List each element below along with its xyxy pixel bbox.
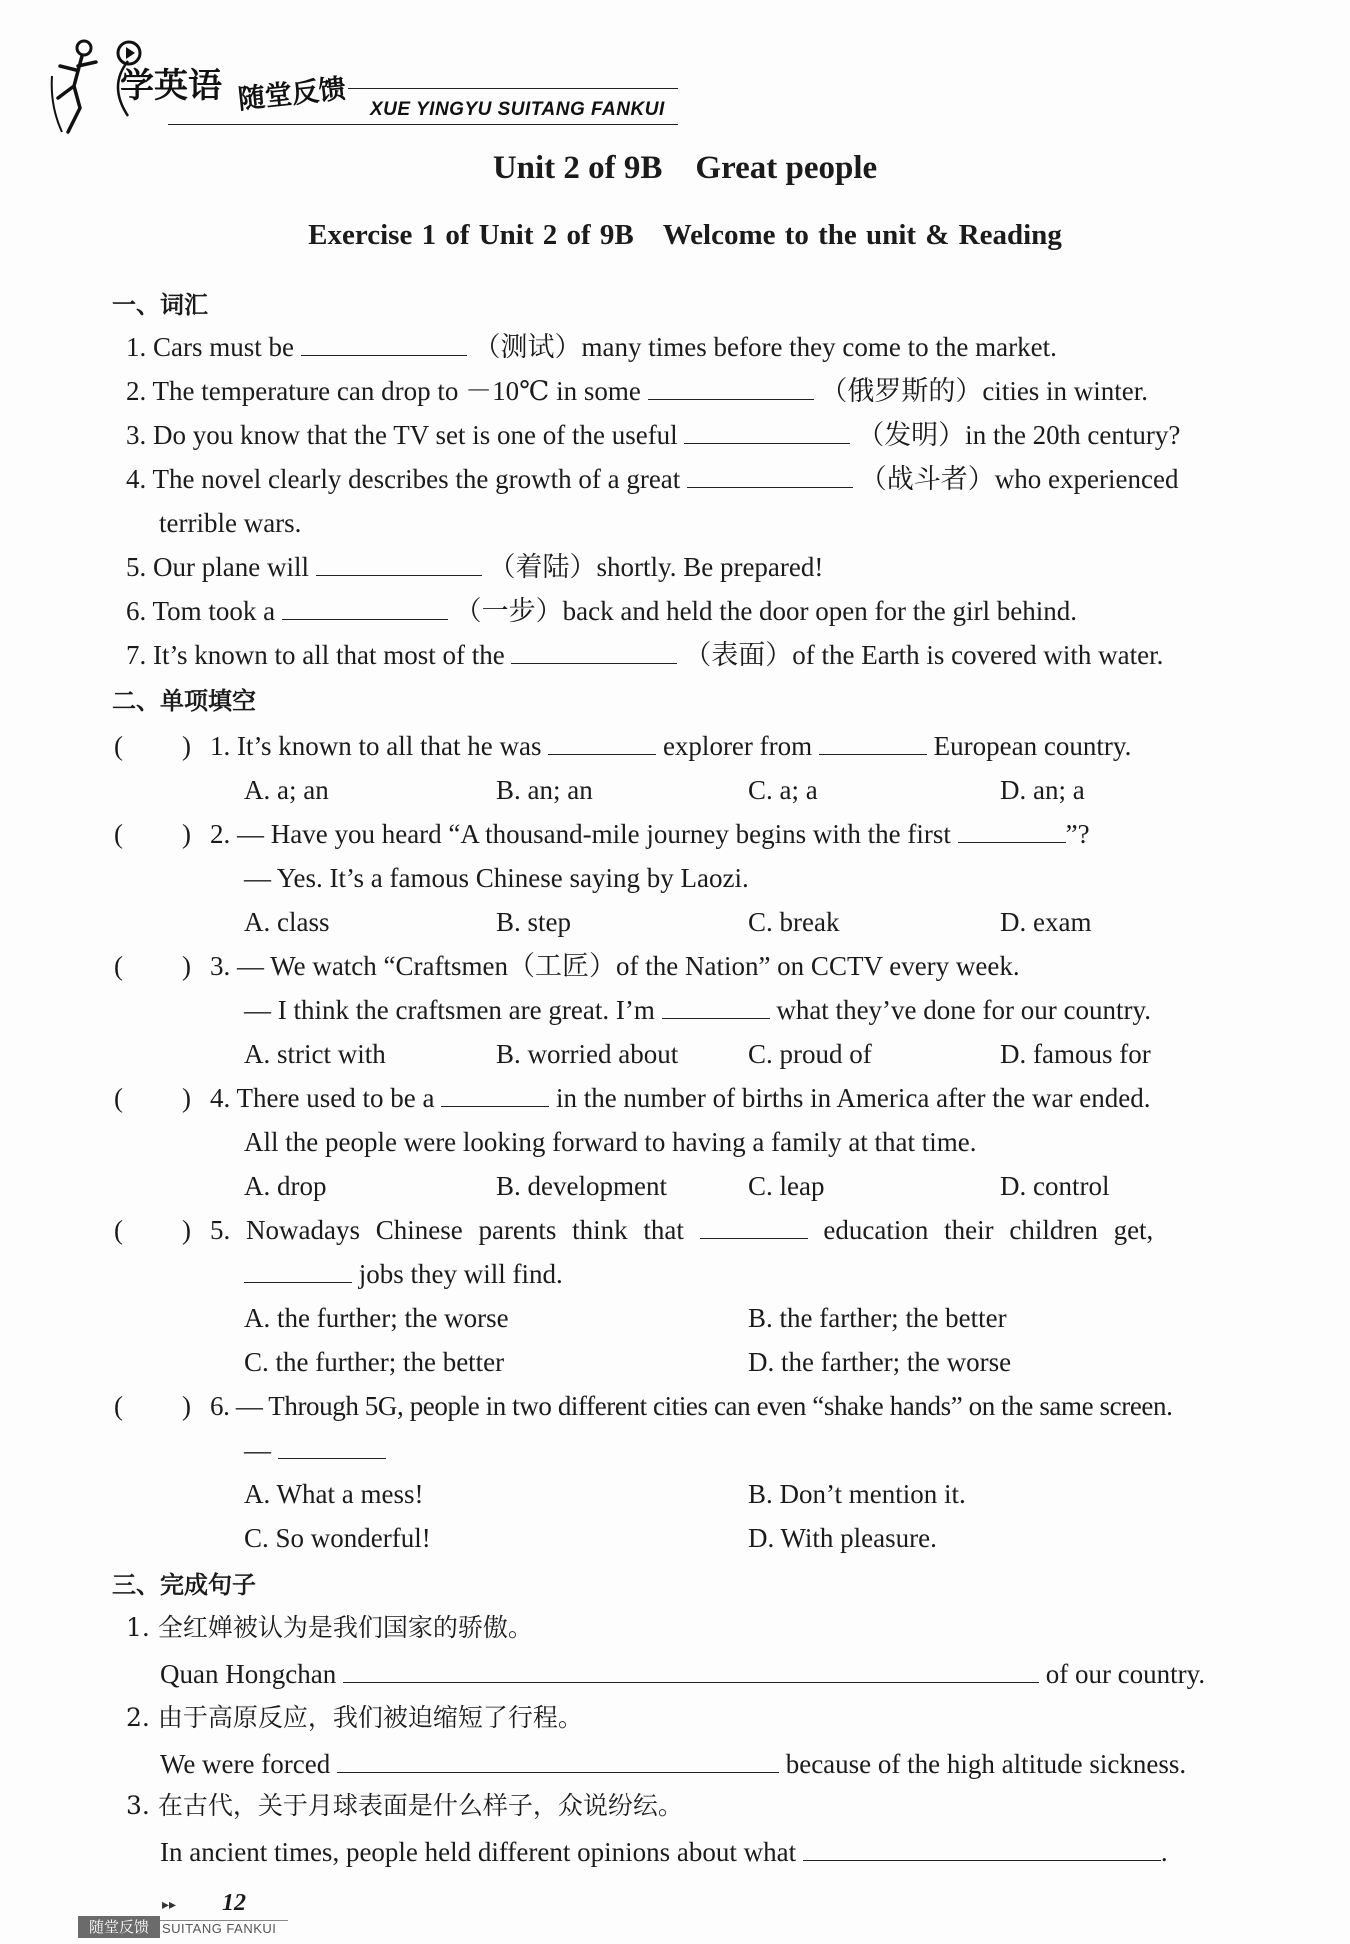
option-d[interactable]: D. control	[1000, 1171, 1110, 1201]
option-b[interactable]: B. an; an	[496, 775, 593, 805]
section-heading-vocabulary: 一、词汇	[112, 291, 208, 319]
option-c[interactable]: C. a; a	[748, 775, 818, 805]
section-heading-complete-sentences: 三、完成句子	[112, 1571, 256, 1599]
question-reply: — I think the craftsmen are great. I’m what they’ve done for our country.	[244, 995, 1151, 1025]
option-d[interactable]: D. famous for	[1000, 1039, 1151, 1069]
answer-paren-close: )	[182, 951, 191, 981]
vocab-item: 3. Do you know that the TV set is one of the useful （发明）in the 20th century?	[126, 420, 1181, 450]
vocab-item: 4. The novel clearly describes the growth of a great （战斗者）who experienced	[126, 464, 1179, 494]
answer-paren-close: )	[182, 1391, 191, 1421]
option-b[interactable]: B. step	[496, 907, 572, 937]
answer-blank[interactable]	[958, 820, 1066, 843]
question-reply: — Yes. It’s a famous Chinese saying by Laozi.	[244, 863, 749, 893]
answer-blank[interactable]	[244, 1260, 352, 1283]
sentence-prompt: 3. 在古代，关于月球表面是什么样子，众说纷纭。	[126, 1791, 683, 1820]
section-heading-multiple-choice: 二、单项填空	[112, 687, 256, 715]
question-continuation: jobs they will find.	[244, 1260, 563, 1290]
vocab-item: 7. It’s known to all that most of the （表面）of the Earth is covered with water.	[126, 640, 1164, 670]
logo-chinese: 学英语	[120, 66, 222, 106]
exercise-title: Exercise 1 of Unit 2 of 9B Welcome to the unit & Reading	[308, 219, 1062, 251]
answer-blank[interactable]	[803, 1838, 1161, 1861]
answer-paren-open: (	[114, 819, 123, 849]
question: 6. — Through 5G, people in two different cities can even “shake hands” on the same screen.	[210, 1391, 1173, 1421]
answer-paren-close: )	[182, 731, 191, 761]
answer-blank[interactable]	[548, 732, 656, 755]
answer-blank[interactable]	[700, 1216, 808, 1239]
vocab-item: 5. Our plane will （着陆）shortly. Be prepared!	[126, 552, 824, 582]
option-d[interactable]: D. With pleasure.	[748, 1523, 937, 1553]
footer-arrows: ▸▸	[162, 1897, 177, 1913]
logo-rule-top	[348, 88, 678, 89]
vocab-item-continuation: terrible wars.	[159, 508, 302, 538]
question-continuation: All the people were looking forward to having a family at that time.	[244, 1127, 977, 1157]
option-d[interactable]: D. the farther; the worse	[748, 1347, 1012, 1377]
sentence-answer: In ancient times, people held different opinions about what .	[160, 1837, 1168, 1867]
answer-blank[interactable]	[441, 1084, 549, 1107]
footer-badge-english: SUITANG FANKUI	[162, 1921, 277, 1936]
answer-paren-close: )	[182, 1083, 191, 1113]
sentence-prompt: 2. 由于高原反应，我们被迫缩短了行程。	[126, 1703, 583, 1732]
option-a[interactable]: A. the further; the worse	[244, 1303, 509, 1333]
option-c[interactable]: C. leap	[748, 1171, 825, 1201]
question-reply: —	[244, 1436, 386, 1466]
option-d[interactable]: D. exam	[1000, 907, 1092, 937]
question: 1. It’s known to all that he was explorer from European country.	[210, 731, 1132, 761]
logo-rule-bottom	[168, 124, 678, 125]
sentence-answer: Quan Hongchan of our country.	[160, 1659, 1206, 1689]
sentence-prompt: 1. 全红婵被认为是我们国家的骄傲。	[126, 1613, 533, 1642]
question: 5. Nowadays Chinese parents think that education their children get,	[210, 1215, 1154, 1245]
answer-paren-close: )	[182, 1215, 191, 1245]
option-b[interactable]: B. development	[496, 1171, 667, 1201]
answer-paren-open: (	[114, 1391, 123, 1421]
answer-blank[interactable]	[511, 641, 677, 664]
answer-paren-close: )	[182, 819, 191, 849]
option-c[interactable]: C. break	[748, 907, 840, 937]
answer-paren-open: (	[114, 1083, 123, 1113]
answer-blank[interactable]	[819, 732, 927, 755]
logo-subtitle: 随堂反馈	[236, 73, 348, 116]
answer-blank[interactable]	[278, 1436, 386, 1459]
answer-blank[interactable]	[301, 333, 467, 356]
footer-badge: 随堂反馈	[78, 1916, 160, 1938]
sentence-answer: We were forced because of the high altitude sickness.	[160, 1749, 1187, 1779]
answer-blank[interactable]	[337, 1750, 779, 1773]
option-a[interactable]: A. class	[244, 907, 330, 937]
answer-blank[interactable]	[662, 996, 770, 1019]
vocab-item: 2. The temperature can drop to －10℃ in some （俄罗斯的）cities in winter.	[126, 376, 1149, 406]
answer-blank[interactable]	[648, 377, 814, 400]
unit-title: Unit 2 of 9B Great people	[492, 150, 878, 186]
option-d[interactable]: D. an; a	[1000, 775, 1085, 805]
option-b[interactable]: B. worried about	[496, 1039, 679, 1069]
option-c[interactable]: C. proud of	[748, 1039, 872, 1069]
logo-english: XUE YINGYU SUITANG FANKUI	[370, 99, 665, 120]
question: 2. — Have you heard “A thousand-mile journey begins with the first ”?	[210, 819, 1090, 849]
answer-paren-open: (	[114, 951, 123, 981]
option-a[interactable]: A. What a mess!	[244, 1479, 424, 1509]
answer-blank[interactable]	[343, 1660, 1039, 1683]
option-a[interactable]: A. strict with	[244, 1039, 386, 1069]
vocab-item: 6. Tom took a （一步）back and held the door open for the girl behind.	[126, 596, 1077, 626]
question: 3. — We watch “Craftsmen（工匠）of the Nation” on CCTV every week.	[210, 951, 1020, 981]
answer-blank[interactable]	[687, 465, 853, 488]
page-number: 12	[222, 1890, 246, 1916]
option-c[interactable]: C. So wonderful!	[244, 1523, 431, 1553]
answer-paren-open: (	[114, 731, 123, 761]
answer-blank[interactable]	[316, 553, 482, 576]
question: 4. There used to be a in the number of births in America after the war ended.	[210, 1083, 1151, 1113]
option-b[interactable]: B. the farther; the better	[748, 1303, 1007, 1333]
option-a[interactable]: A. a; an	[244, 775, 329, 805]
vocab-item: 1. Cars must be （测试）many times before they come to the market.	[126, 332, 1057, 362]
answer-paren-open: (	[114, 1215, 123, 1245]
option-b[interactable]: B. Don’t mention it.	[748, 1479, 966, 1509]
option-a[interactable]: A. drop	[244, 1171, 327, 1201]
option-c[interactable]: C. the further; the better	[244, 1347, 505, 1377]
answer-blank[interactable]	[684, 421, 850, 444]
header-logo	[48, 36, 688, 146]
answer-blank[interactable]	[282, 597, 448, 620]
